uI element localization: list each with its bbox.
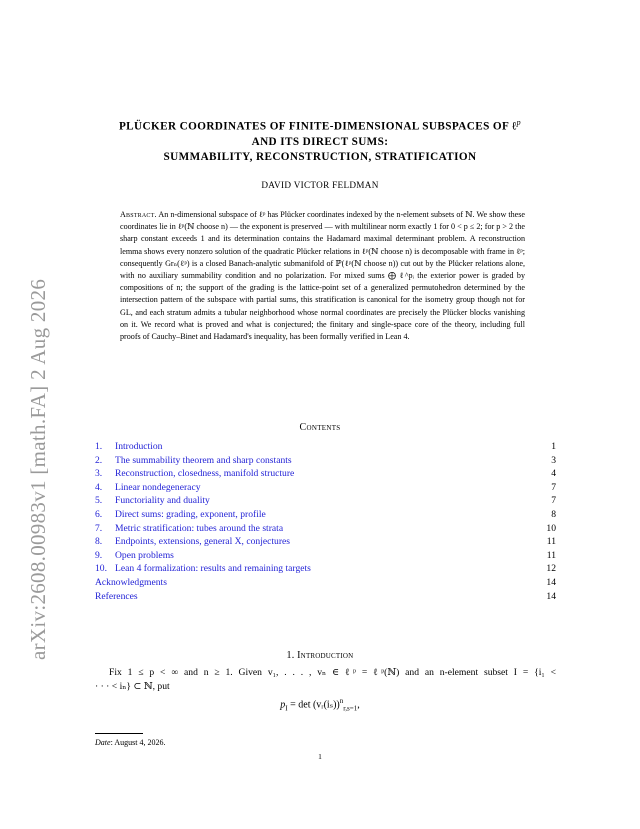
toc-entry-page: 14 (546, 590, 556, 602)
toc-entry[interactable] (95, 535, 556, 549)
toc-entry-page: 3 (551, 454, 556, 466)
toc-entry-title: Linear nondegeneracy (115, 481, 201, 493)
formula-lhs: p (280, 699, 286, 711)
toc-entry[interactable] (95, 562, 556, 576)
footnote-text: : August 4, 2026. (110, 738, 166, 747)
toc-entry-title: Lean 4 formalization: results and remaining targets (115, 563, 311, 575)
toc-entry-link[interactable] (95, 495, 210, 506)
toc-entry-link[interactable] (95, 468, 294, 479)
toc-entry-number: 9. (95, 549, 103, 561)
section-title: Introduction (297, 650, 354, 661)
toc-entry[interactable] (95, 467, 556, 481)
toc-entry-link[interactable] (95, 550, 174, 561)
toc-entry-number: 4. (95, 481, 103, 493)
toc-entry-title: Open problems (115, 549, 174, 561)
toc-entry[interactable] (95, 590, 556, 604)
formula-subscript: r,s=1 (343, 704, 358, 713)
title-line-2: AND ITS DIRECT SUMS: (251, 135, 389, 148)
toc-entry-link[interactable] (95, 563, 311, 574)
toc-entry-title: Introduction (115, 441, 163, 452)
toc-entry-number: 10. (95, 563, 107, 575)
toc-entry[interactable] (95, 454, 556, 468)
toc-entry-page: 4 (551, 468, 556, 480)
toc-entry-number: 1. (95, 441, 103, 452)
toc-entry-page: 7 (551, 481, 556, 493)
toc-entry-link[interactable] (95, 509, 266, 520)
formula-body: = det (vᵣ(iₛ)) (290, 699, 340, 711)
toc-entry-link[interactable] (95, 455, 292, 466)
contents-heading: Contents (299, 422, 341, 433)
toc-entry-link[interactable] (95, 482, 201, 493)
toc-entry-title: References (95, 590, 138, 602)
toc-entry-number: 3. (95, 468, 103, 480)
toc-entry-page: 10 (546, 522, 556, 534)
title-line-3: SUMMABILITY, RECONSTRUCTION, STRATIFICATION (163, 150, 477, 163)
plucker-coordinate-formula (0, 697, 640, 712)
toc-entry-title: Metric stratification: tubes around the strata (115, 522, 284, 534)
toc-entry-number: 8. (95, 536, 103, 548)
toc-entry-title: Functoriality and duality (115, 495, 210, 507)
title-exponent: p (516, 118, 522, 127)
date-footnote (95, 738, 165, 747)
formula-superscript: n (339, 697, 344, 705)
toc-entry-page: 1 (551, 441, 556, 452)
toc-entry-page: 11 (546, 536, 556, 548)
toc-entry-link[interactable] (95, 591, 138, 602)
toc-entry[interactable] (95, 508, 556, 522)
toc-entry-page: 12 (546, 563, 556, 575)
toc-entry[interactable] (95, 440, 556, 454)
section-number: 1. (286, 650, 295, 661)
table-of-contents (95, 440, 556, 603)
abstract-label: Abstract. (120, 210, 157, 219)
footnote-label: Date (95, 738, 111, 747)
toc-entry[interactable] (95, 494, 556, 508)
paper-title (70, 115, 570, 165)
toc-entry-title: Endpoints, extensions, general X, conjectures (115, 536, 291, 548)
toc-entry-page: 11 (546, 549, 556, 561)
toc-entry-number: 5. (95, 495, 103, 507)
title-line-1-text: PLÜCKER COORDINATES OF FINITE-DIMENSIONAL SUBSPACES OF ℓ (118, 120, 517, 133)
toc-entry-link[interactable] (95, 441, 162, 452)
toc-entry-number: 6. (95, 508, 103, 520)
toc-entry-title: Reconstruction, closedness, manifold structure (115, 468, 295, 480)
toc-entry[interactable] (95, 549, 556, 563)
title-line-1 (70, 115, 570, 135)
toc-entry-number: 7. (95, 522, 103, 534)
formula-lhs-subscript: I (285, 704, 288, 713)
page-number: 1 (318, 752, 322, 761)
toc-entry-link[interactable] (95, 536, 290, 547)
author-name: DAVID VICTOR FELDMAN (261, 180, 379, 190)
footnote-rule (95, 733, 143, 734)
abstract (120, 209, 525, 343)
toc-entry-page: 7 (551, 495, 556, 507)
toc-entry-title: Direct sums: grading, exponent, profile (115, 508, 266, 520)
toc-entry-link[interactable] (95, 523, 283, 534)
toc-entry-page: 14 (546, 576, 556, 588)
intro-paragraph-line-2: · · · < iₙ} ⊂ ℕ, put (95, 681, 170, 692)
toc-entry-title: The summability theorem and sharp constants (115, 454, 292, 466)
abstract-text: An n-dimensional subspace of ℓᵖ has Plücker coordinates indexed by the n-element subsets of ℕ. We show these coordinates lie in ℓᵖ(ℕ choose n) — the exponent is preserved — with multilinear norm exactly 1 for 0 < p ≤ 2; for p > 2 the sharp constant exceeds 1 and its determination contains the Hadamard maximal determinant problem. A reconstruction lemma shows every nonzero solution of the quadratic Plücker relations in ℓᵖ(ℕ choose n) is decomposable with frame in ℓᵖ; consequently Grₙ(ℓᵖ) is a closed Banach-analytic submanifold of ℙ(ℓᵖ(ℕ choose n)) cut out by the Plücker relations alone, with no auxiliary summability condition and no polarization. For mixed sums ⨁ ℓ^pᵢ the exterior power is graded by compositions of n; the support of the grading is the lattice-point set of a generalized permutohedron determined by the intersection pattern of the subspace with partial sums, this stratification is canonical for the isometry group though not for GL, and each stratum admits a tubular neighborhood whose normal coordinates are precisely the Plücker blocks vanishing on it. We record what is proved and what is conjectured; the finitary and single-space core of the theory, including full proofs of Cauchy–Binet and Hadamard's inequality, has been formally verified in Lean 4. (120, 210, 526, 342)
toc-entry-title: Acknowledgments (95, 576, 167, 588)
formula-tail: , (357, 699, 360, 711)
toc-entry[interactable] (95, 576, 556, 590)
toc-entry[interactable] (95, 481, 556, 495)
toc-entry-number: 2. (95, 454, 103, 466)
arxiv-identifier[interactable]: arXiv:2608.00983v1 [math.FA] 2 Aug 2026 (26, 278, 50, 660)
toc-entry[interactable] (95, 522, 556, 536)
intro-paragraph-line-1: Fix 1 ≤ p < ∞ and n ≥ 1. Given v₁, . . . , vₙ ∈ ℓᵖ = ℓᵖ(ℕ) and an n-element subset I = {i₁ < (109, 667, 556, 678)
section-heading-introduction (0, 650, 640, 661)
toc-entry-link[interactable] (95, 577, 167, 588)
toc-entry-page: 8 (551, 508, 556, 520)
